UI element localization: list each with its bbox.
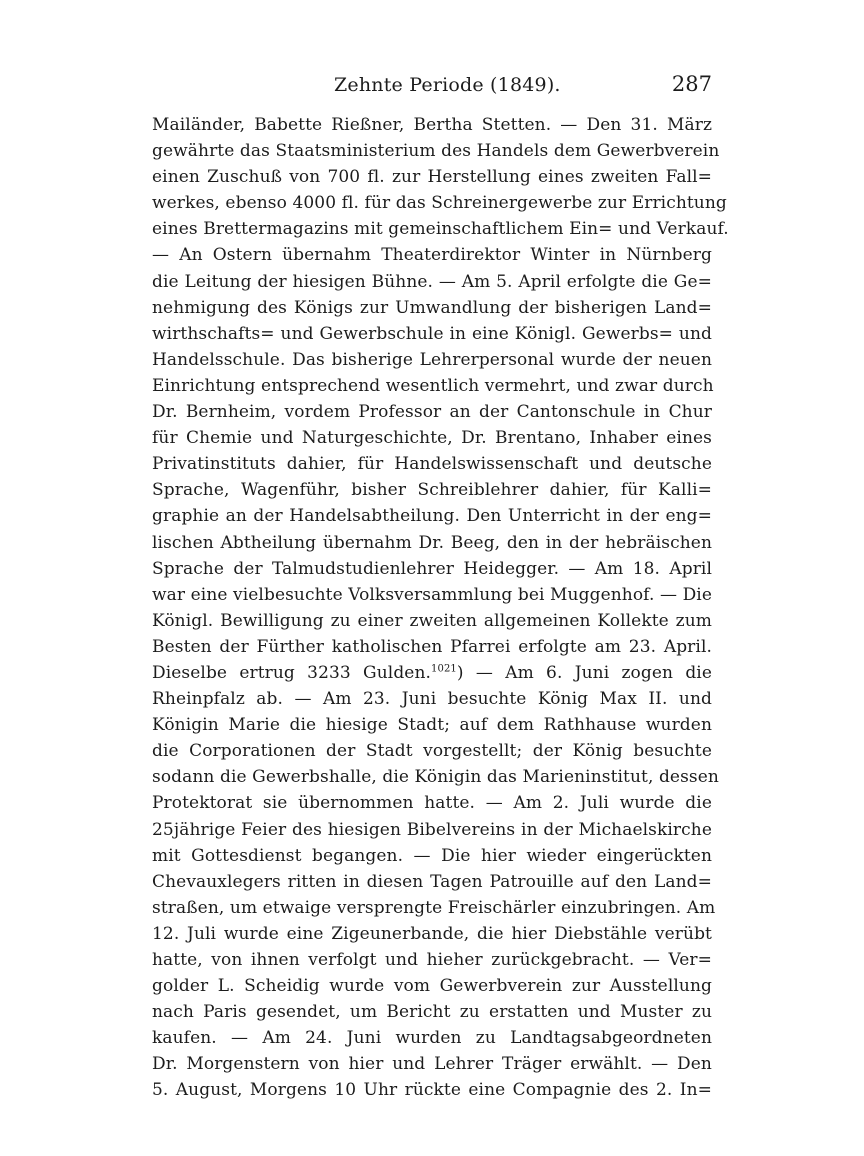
text-line: gewährte das Staatsministerium des Handels dem Gewerbverein: [152, 141, 720, 162]
text-line: Protektorat sie übernommen hatte. — Am 2. Juli wurde die: [152, 793, 712, 814]
text-line: golder L. Scheidig wurde vom Gewerbverein zur Ausstellung: [152, 976, 712, 997]
text-line: die Leitung der hiesigen Bühne. — Am 5. April erfolgte die Ge=: [152, 271, 712, 292]
text-line: nehmigung des Königs zur Umwandlung der bisherigen Land=: [152, 297, 712, 318]
text-line: Sprache, Wagenführ, bisher Schreiblehrer dahier, für Kalli=: [152, 480, 712, 501]
text-line-with-footnote: [152, 660, 712, 686]
text-line: Dr. Morgenstern von hier und Lehrer Träger erwählt. — Den: [152, 1054, 712, 1075]
text-line: nach Paris gesendet, um Bericht zu erstatten und Muster zu: [152, 1002, 712, 1023]
text-line: straßen, um etwaige versprengte Freischärler einzubringen. Am: [152, 897, 716, 918]
text-line: für Chemie und Naturgeschichte, Dr. Brentano, Inhaber eines: [152, 428, 712, 449]
text-line: 5. August, Morgens 10 Uhr rückte eine Compagnie des 2. In=: [152, 1080, 712, 1101]
page-number: 287: [671, 72, 712, 96]
text-line: werkes, ebenso 4000 fl. für das Schreinergewerbe zur Errichtung: [152, 193, 727, 214]
running-title: Zehnte Periode (1849).: [334, 74, 561, 96]
text-line: wirthschafts= und Gewerbschule in eine Königl. Gewerbs= und: [152, 323, 712, 344]
text-line: 12. Juli wurde eine Zigeunerbande, die hier Diebstähle verübt: [152, 923, 712, 944]
text-line: graphie an der Handelsabtheilung. Den Unterricht in der eng=: [152, 506, 712, 527]
text-line: Einrichtung entsprechend wesentlich vermehrt, und zwar durch: [152, 375, 714, 396]
text-line: [152, 1104, 712, 1130]
text-line: Mailänder, Babette Rießner, Bertha Stetten. — Den 31. März: [152, 115, 712, 135]
text-line-end: ) — Am 6. Juni zogen die: [456, 662, 713, 683]
text-line: kaufen. — Am 24. Juni wurden zu Landtagsabgeordneten: [152, 1028, 712, 1049]
text-line: lischen Abtheilung übernahm Dr. Beeg, den in der hebräischen: [152, 532, 712, 553]
text-line: einen Zuschuß von 700 fl. zur Herstellung eines zweiten Fall=: [152, 167, 712, 188]
text-line: Königl. Bewilligung zu einer zweiten allgemeinen Kollekte zum: [152, 610, 712, 631]
text-line: Handelsschule. Das bisherige Lehrerpersonal wurde der neuen: [152, 349, 712, 370]
text-line: Rheinpfalz ab. — Am 23. Juni besuchte König Max II. und: [152, 689, 712, 710]
text-line: Chevauxlegers ritten in diesen Tagen Patrouille auf den Land=: [152, 871, 712, 892]
text-line: war eine vielbesuchte Volksversammlung bei Muggenhof. — Die: [152, 584, 712, 605]
text-line: Besten der Fürther katholischen Pfarrei erfolgte am 23. April.: [152, 636, 712, 657]
text-line: Königin Marie die hiesige Stadt; auf dem Rathhause wurden: [152, 715, 712, 736]
text-line-start: Dieselbe ertrug 3233 Gulden.: [152, 662, 432, 683]
body-text: [152, 112, 729, 1130]
running-header: [152, 70, 712, 102]
text-line: Sprache der Talmudstudienlehrer Heidegger. — Am 18. April: [152, 558, 712, 579]
text-line: 25jährige Feier des hiesigen Bibelvereins in der Michaelskirche: [152, 819, 712, 840]
text-line: Privatinstituts dahier, für Handelswissenschaft und deutsche: [152, 454, 712, 475]
text-line: die Corporationen der Stadt vorgestellt; der König besuchte: [152, 741, 712, 762]
text-line: Dr. Bernheim, vordem Professor an der Cantonschule in Chur: [152, 402, 712, 423]
text-line: eines Brettermagazins mit gemeinschaftlichem Ein= und Verkauf.: [152, 219, 729, 240]
text-line: hatte, von ihnen verfolgt und hieher zurückgebracht. — Ver=: [152, 950, 712, 970]
text-line: mit Gottesdienst begangen. — Die hier wieder eingerückten: [152, 845, 712, 866]
text-line: — An Ostern übernahm Theaterdirektor Winter in Nürnberg: [152, 245, 712, 266]
footnote-reference[interactable]: 1021: [431, 663, 457, 675]
text-line: sodann die Gewerbshalle, die Königin das Marieninstitut, dessen: [152, 767, 719, 788]
